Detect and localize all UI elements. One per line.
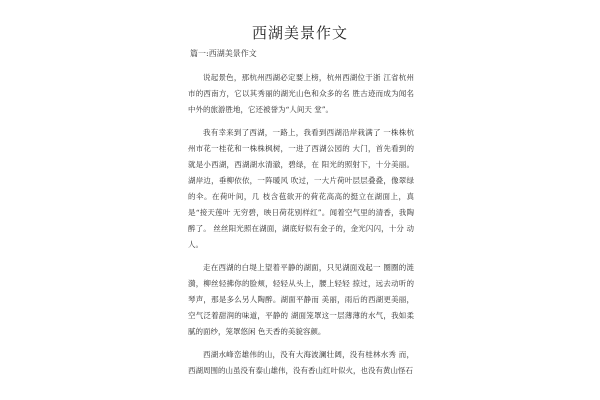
paragraph-4: 西湖水峰峦雄伟的山，没有大海波澜壮阔，没有桂林水秀 而，西湖周围的山虽没有泰山雄伟，没有香山红叶似火，也没有黄山怪石 [188, 350, 414, 375]
paragraph-3: 走在西湖的白堤上望着平静的湖面，只见湖面戏起一 圈圈的涟漪，柳丝轻拂你的脸颊，轻轻从头上，腰上轻轻 掠过，远去动听的琴声，那是多么另人陶醉。湖面平静而 美丽，雨后的西湖更美丽，空气泛着甜润的味道，平静的 湖面笼罩这一层薄薄的水气，我如柔腻的面纱，笼罩悠闲 色天香的美貌容颜。 [188, 263, 414, 336]
paragraph-1: 说起景色，那杭州西湖必定要上榜，杭州西湖位于浙 江省杭州市的西南方，它以其秀丽的湖光山色和众多的名 胜古迹而成为闻名中外的旅游胜地，它还被誉为“人间天 堂”。 [188, 73, 414, 114]
document-subtitle: 篇一:西湖美景作文 [190, 49, 257, 58]
paragraph-2: 我有幸来到了西湖，一路上，我看到西湖沿岸栽满了 一株株杭州市花一桂花和一株株枫树，一进了西湖公园的 大门，首先看到的就是小西湖，西湖湖水清澈，碧绿，在 阳光的照射下，十分美丽。湖岸边，垂柳依依，一阵暖风 吹过，一大片荷叶层层叠叠，像翠绿的伞。在荷叶间，几 枝含苞欲开的荷花高高的挺立在湖面上，真是“接天莲叶 无穷碧，映日荷花别样红”。闻着空气里的清香，我陶醉了。 丝丝阳光照在湖面，湖底好似有金子的，金光闪闪，十分 动人。 [188, 128, 414, 249]
document-body [188, 70, 414, 386]
document-title: 西湖美景作文 [251, 24, 348, 42]
